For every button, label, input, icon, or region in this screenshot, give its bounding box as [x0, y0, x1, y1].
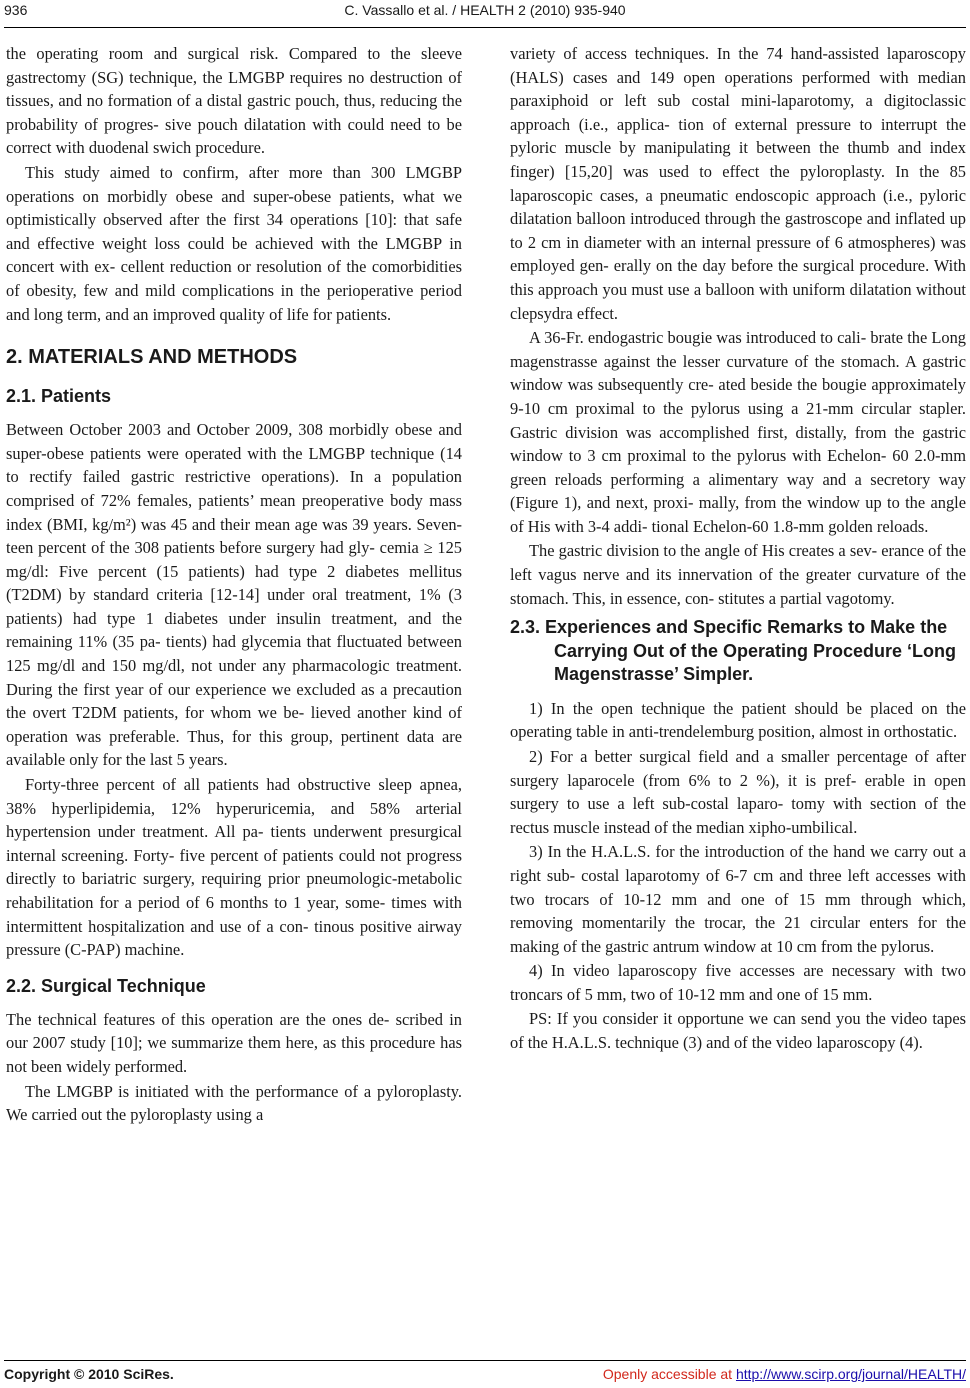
paragraph: the operating room and surgical risk. Compared to the sleeve gastrectomy (SG) technique, the LMGBP requires no destruction of tissues, and no formation of a distal gastric pouch, thus, reducing the probability of progres- sive pouch dilatation with could need to be correct with duodenal swich procedure. [6, 44, 462, 158]
subsection-heading-experiences: 2.3. Experiences and Specific Remarks to Make the Carrying Out of the Operating Procedure ‘Long Magenstrasse’ Simpler. [510, 617, 957, 685]
header-rule [4, 27, 966, 28]
paragraph: A 36-Fr. endogastric bougie was introduced to cali- brate the Long magenstrasse against the lesser curvature of the stomach. A gastric window was subsequently cre- ated beside the bougie approximately 9-10 cm proximal to the pylorus using a 21-mm circular stapler. Gastric division was accomplished first, distally, from the gastric window to 3 cm proximal to the pylorus with Echelon- 60 2.0-mm green reloads performing a alimentary way and a secretory way (Figure 1), and next, proxi- mally, from the window up to the angle of His with 3-4 addi- tional Echelon-60 1.8-mm golden reloads. [510, 328, 966, 536]
running-title: C. Vassallo et al. / HEALTH 2 (2010) 935-940 [344, 2, 626, 18]
page-footer [4, 1366, 966, 1386]
page-header [4, 2, 966, 24]
paragraph: The technical features of this operation are the ones de- scribed in our 2007 study [10]; we summarize them here, as this procedure has not been widely performed. [6, 1009, 462, 1076]
paragraph: 2) For a better surgical field and a smaller percentage of after surgery laparocele (from 6% to 2 %), it is pref- erable in open surgery to use a left sub-costal laparo- tomy with section of the rectus muscle instead of the median xipho-umbilical. [510, 746, 966, 837]
paragraph: Between October 2003 and October 2009, 308 morbidly obese and super-obese patients were operated with the LMGBP technique (14 to rectify failed gastric restrictive operations). In a population comprised of 72% females, patients’ mean preoperative body mass index (BMI, kg/m²) was 45 and their mean age was 39 years. Seven- teen percent of the 308 patients before surgery had gly- cemia ≥ 125 mg/dl: Five percent (15 patients) had type 2 diabetes mellitus (T2DM) by standard criteria [12-14] under oral treatment, 1% (3 patients) had type 1 diabetes under insulin treatment, and the remaining 11% (35 pa- tients) had glycemia that fluctuated between 125 mg/dl and 150 mg/dl, not under any pharmacologic treatment. During the first year of our experience we excluded as a precaution the overt T2DM patients, for whom we be- lieved another kind of operation was preferable. Thus, for this group, pertinent data are available only for the last 5 years. [6, 420, 462, 770]
right-column [510, 42, 966, 1055]
left-column [6, 42, 462, 1127]
section-heading-methods: 2. MATERIALS AND METHODS [6, 346, 298, 369]
paragraph: PS: If you consider it opportune we can send you the video tapes of the H.A.L.S. technique (3) and of the video laparoscopy (4). [510, 1009, 966, 1053]
subsection-heading-technique: 2.2. Surgical Technique [6, 975, 206, 996]
paragraph: This study aimed to confirm, after more than 300 LMGBP operations on morbidly obese and super-obese patients, what we optimistically observed after the first 34 operations [10]: that safe and effective weight loss could be achieved with the LMGBP in concert with ex- cellent reduction or resolution of the comorbidities of obesity, few and mild complications in the perioperative period and long term, and an improved quality of life for patients. [6, 162, 462, 324]
subsection-heading-patients: 2.1. Patients [6, 386, 112, 407]
journal-link[interactable]: http://www.scirp.org/journal/HEALTH/ [735, 1366, 966, 1382]
footer-rule [4, 1360, 966, 1361]
paragraph: variety of access techniques. In the 74 hand-assisted laparoscopy (HALS) cases and 149 open operations performed with median paraxiphoid or left sub costal mini-laparotomy, a digitoclassic approach (i.e., applica- tion of external pressure to interrupt the pyloric muscle by manipulating it between the thumb and index finger) [15,20] was used to effect the pyloroplasty. In the 85 laparoscopic cases, a pneumatic endoscopic approach (i.e., pyloric dilatation balloon introduced through the gastroscope and inflated up to 2 cm in diameter with an internal pressure of 6 atmospheres) was employed gen- erally on the day before the surgical procedure. With this approach you must use a balloon with uniform dilatation without clepsydra effect. [510, 44, 966, 323]
page-number: 936 [4, 2, 28, 18]
paragraph: 4) In video laparoscopy five accesses are necessary with two troncars of 5 mm, two of 10-12 mm and one of 15 mm. [510, 961, 966, 1004]
access-label: Openly accessible at [602, 1366, 736, 1382]
paragraph: The LMGBP is initiated with the performance of a pyloroplasty. We carried out the pyloroplasty using a [6, 1081, 462, 1125]
access-notice [603, 1366, 966, 1382]
paragraph: Forty-three percent of all patients had obstructive sleep apnea, 38% hyperlipidemia, 12% hyperuricemia, and 58% arterial hypertension under treatment. All pa- tients underwent presurgical internal screening. Forty- five percent of patients could not progress directly to bariatric surgery, requiring prior pneumologic-metabolic rehabilitation for a period of 6 months to 1 year, some- times with intermittent hospitalization and use of a con- tinous positive airway pressure (C-PAP) machine. [6, 775, 462, 960]
paragraph: 3) In the H.A.L.S. for the introduction of the hand we carry out a right sub- costal laparotomy of 6-7 cm and three left accesses with two trocars of 10-12 mm and one of 15 mm through which, removing momentarily the trocar, the 21 circular enters for the making of the gastric antrum window at 10 cm from the pylorus. [510, 842, 966, 956]
paragraph: 1) In the open technique the patient should be placed on the operating table in anti-trendelemburg position, almost in orthostatic. [510, 698, 966, 742]
paragraph: The gastric division to the angle of His creates a sev- erance of the left vagus nerve and its innervation of the greater curvature of the stomach. This, in essence, con- stitutes a partial vagotomy. [510, 541, 966, 608]
copyright-notice: Copyright © 2010 SciRes. [4, 1366, 174, 1382]
